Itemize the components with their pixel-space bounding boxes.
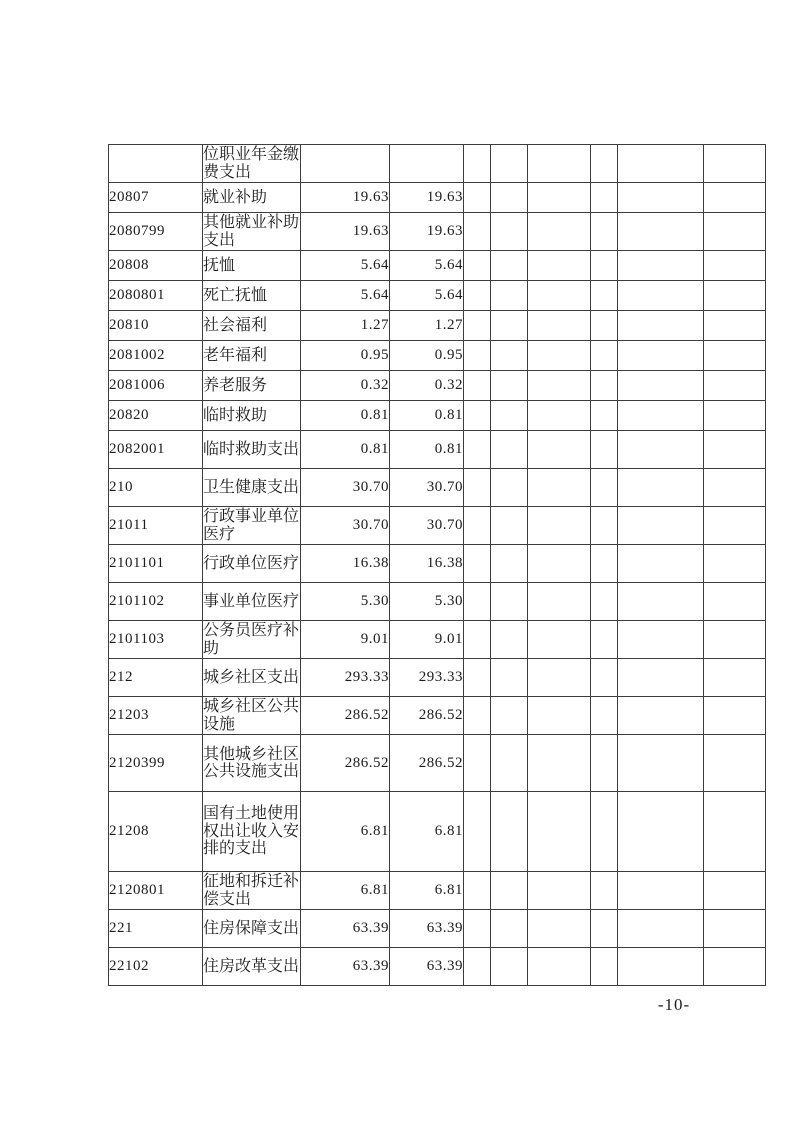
- empty-cell: [528, 431, 591, 469]
- amount2-cell: 293.33: [390, 659, 464, 697]
- empty-cell: [464, 469, 491, 507]
- empty-cell: [528, 341, 591, 371]
- empty-cell: [591, 872, 618, 910]
- table-row: [109, 183, 766, 213]
- table-row: [109, 341, 766, 371]
- name-cell: 养老服务: [203, 371, 301, 401]
- amount1-cell: 1.27: [301, 311, 390, 341]
- empty-cell: [464, 213, 491, 251]
- name-cell: 卫生健康支出: [203, 469, 301, 507]
- name-cell: 事业单位医疗: [203, 583, 301, 621]
- empty-cell: [491, 659, 528, 697]
- empty-cell: [464, 281, 491, 311]
- amount2-cell: 30.70: [390, 469, 464, 507]
- name-cell: 国有土地使用权出让收入安排的支出: [203, 792, 301, 872]
- code-cell: 20807: [109, 183, 203, 213]
- empty-cell: [491, 872, 528, 910]
- amount1-cell: 63.39: [301, 948, 390, 986]
- table-row: [109, 145, 766, 183]
- amount1-cell: 5.30: [301, 583, 390, 621]
- empty-cell: [618, 371, 704, 401]
- empty-cell: [618, 401, 704, 431]
- code-cell: 21208: [109, 792, 203, 872]
- name-cell: 抚恤: [203, 251, 301, 281]
- empty-cell: [591, 621, 618, 659]
- amount2-cell: 16.38: [390, 545, 464, 583]
- empty-cell: [618, 545, 704, 583]
- empty-cell: [618, 251, 704, 281]
- empty-cell: [528, 401, 591, 431]
- empty-cell: [528, 659, 591, 697]
- empty-cell: [464, 621, 491, 659]
- amount1-cell: 6.81: [301, 792, 390, 872]
- table-row: [109, 213, 766, 251]
- table-row: [109, 621, 766, 659]
- table-row: [109, 281, 766, 311]
- empty-cell: [464, 371, 491, 401]
- empty-cell: [591, 697, 618, 735]
- code-cell: 212: [109, 659, 203, 697]
- empty-cell: [464, 341, 491, 371]
- amount2-cell: 19.63: [390, 213, 464, 251]
- amount1-cell: 286.52: [301, 697, 390, 735]
- empty-cell: [464, 145, 491, 183]
- empty-cell: [591, 213, 618, 251]
- empty-cell: [491, 948, 528, 986]
- amount1-cell: 19.63: [301, 183, 390, 213]
- empty-cell: [464, 507, 491, 545]
- amount2-cell: 63.39: [390, 948, 464, 986]
- empty-cell: [591, 183, 618, 213]
- empty-cell: [591, 735, 618, 792]
- empty-cell: [464, 697, 491, 735]
- budget-table-body: [109, 145, 766, 986]
- empty-cell: [528, 735, 591, 792]
- table-row: [109, 431, 766, 469]
- amount2-cell: 1.27: [390, 311, 464, 341]
- name-cell: 临时救助支出: [203, 431, 301, 469]
- empty-cell: [491, 341, 528, 371]
- name-cell: 临时救助: [203, 401, 301, 431]
- empty-cell: [528, 697, 591, 735]
- empty-cell: [528, 145, 591, 183]
- code-cell: 22102: [109, 948, 203, 986]
- empty-cell: [491, 251, 528, 281]
- empty-cell: [618, 311, 704, 341]
- empty-cell: [704, 948, 766, 986]
- name-cell: 行政事业单位医疗: [203, 508, 300, 543]
- code-cell: 2120801: [109, 872, 203, 910]
- code-cell: 2101102: [109, 583, 203, 621]
- table-row: [109, 792, 766, 872]
- empty-cell: [528, 251, 591, 281]
- name-cell: 城乡社区支出: [203, 659, 301, 697]
- empty-cell: [704, 281, 766, 311]
- table-row: [109, 371, 766, 401]
- empty-cell: [704, 251, 766, 281]
- amount2-cell: [390, 145, 464, 183]
- amount2-cell: 5.64: [390, 251, 464, 281]
- code-cell: 21011: [109, 507, 203, 545]
- amount1-cell: 5.64: [301, 281, 390, 311]
- code-cell: 210: [109, 469, 203, 507]
- empty-cell: [591, 401, 618, 431]
- empty-cell: [704, 697, 766, 735]
- amount1-cell: 293.33: [301, 659, 390, 697]
- name-cell: 其他城乡社区公共设施支出: [203, 735, 301, 792]
- empty-cell: [618, 792, 704, 872]
- empty-cell: [464, 251, 491, 281]
- empty-cell: [704, 659, 766, 697]
- name-cell: 老年福利: [203, 341, 301, 371]
- empty-cell: [591, 145, 618, 183]
- amount1-cell: 0.32: [301, 371, 390, 401]
- code-cell: 2081002: [109, 341, 203, 371]
- amount2-cell: 0.81: [390, 401, 464, 431]
- empty-cell: [464, 545, 491, 583]
- amount1-cell: 30.70: [301, 469, 390, 507]
- amount1-cell: 5.64: [301, 251, 390, 281]
- code-cell: [109, 145, 203, 183]
- empty-cell: [528, 792, 591, 872]
- code-cell: 2081006: [109, 371, 203, 401]
- code-cell: 2080801: [109, 281, 203, 311]
- empty-cell: [528, 469, 591, 507]
- empty-cell: [618, 872, 704, 910]
- empty-cell: [491, 213, 528, 251]
- empty-cell: [704, 311, 766, 341]
- table-row: [109, 659, 766, 697]
- empty-cell: [491, 735, 528, 792]
- empty-cell: [591, 469, 618, 507]
- empty-cell: [528, 507, 591, 545]
- empty-cell: [591, 948, 618, 986]
- empty-cell: [464, 792, 491, 872]
- amount2-cell: 63.39: [390, 910, 464, 948]
- empty-cell: [704, 213, 766, 251]
- empty-cell: [464, 183, 491, 213]
- amount1-cell: 6.81: [301, 872, 390, 910]
- table-row: [109, 311, 766, 341]
- empty-cell: [704, 507, 766, 545]
- empty-cell: [491, 431, 528, 469]
- empty-cell: [528, 183, 591, 213]
- empty-cell: [618, 145, 704, 183]
- empty-cell: [464, 311, 491, 341]
- empty-cell: [528, 213, 591, 251]
- empty-cell: [618, 735, 704, 792]
- table-row: [109, 545, 766, 583]
- code-cell: 21203: [109, 697, 203, 735]
- table-row: [109, 401, 766, 431]
- amount2-cell: 5.64: [390, 281, 464, 311]
- empty-cell: [618, 621, 704, 659]
- name-cell: 死亡抚恤: [203, 281, 301, 311]
- amount2-cell: 286.52: [390, 735, 464, 792]
- amount1-cell: 63.39: [301, 910, 390, 948]
- amount2-cell: 0.81: [390, 431, 464, 469]
- empty-cell: [591, 311, 618, 341]
- name-cell: 行政单位医疗: [203, 545, 301, 583]
- empty-cell: [464, 948, 491, 986]
- empty-cell: [591, 251, 618, 281]
- empty-cell: [591, 371, 618, 401]
- empty-cell: [464, 431, 491, 469]
- empty-cell: [591, 792, 618, 872]
- code-cell: 2101103: [109, 621, 203, 659]
- empty-cell: [491, 507, 528, 545]
- table-row: [109, 872, 766, 910]
- table-row: [109, 735, 766, 792]
- empty-cell: [528, 621, 591, 659]
- empty-cell: [704, 792, 766, 872]
- table-row: [109, 948, 766, 986]
- code-cell: 2080799: [109, 213, 203, 251]
- empty-cell: [704, 431, 766, 469]
- name-cell: 其他就业补助支出: [203, 214, 300, 249]
- empty-cell: [491, 145, 528, 183]
- page-number: -10-: [657, 995, 691, 1014]
- empty-cell: [464, 910, 491, 948]
- empty-cell: [491, 183, 528, 213]
- code-cell: 20820: [109, 401, 203, 431]
- name-cell: 社会福利: [203, 311, 301, 341]
- amount2-cell: 6.81: [390, 792, 464, 872]
- empty-cell: [618, 281, 704, 311]
- empty-cell: [618, 469, 704, 507]
- empty-cell: [491, 621, 528, 659]
- empty-cell: [491, 545, 528, 583]
- empty-cell: [528, 545, 591, 583]
- name-cell: 公务员医疗补助: [203, 622, 300, 657]
- empty-cell: [528, 948, 591, 986]
- amount2-cell: 286.52: [390, 697, 464, 735]
- amount1-cell: 0.95: [301, 341, 390, 371]
- empty-cell: [591, 583, 618, 621]
- empty-cell: [704, 545, 766, 583]
- amount1-cell: 286.52: [301, 735, 390, 792]
- empty-cell: [591, 281, 618, 311]
- empty-cell: [704, 145, 766, 183]
- empty-cell: [528, 311, 591, 341]
- empty-cell: [491, 583, 528, 621]
- empty-cell: [704, 872, 766, 910]
- name-cell: 住房改革支出: [203, 948, 301, 986]
- empty-cell: [491, 469, 528, 507]
- empty-cell: [464, 401, 491, 431]
- empty-cell: [591, 431, 618, 469]
- code-cell: 2101101: [109, 545, 203, 583]
- empty-cell: [491, 910, 528, 948]
- amount1-cell: 19.63: [301, 213, 390, 251]
- empty-cell: [464, 735, 491, 792]
- empty-cell: [704, 371, 766, 401]
- empty-cell: [618, 183, 704, 213]
- table-row: [109, 469, 766, 507]
- amount2-cell: 5.30: [390, 583, 464, 621]
- amount2-cell: 9.01: [390, 621, 464, 659]
- empty-cell: [618, 583, 704, 621]
- empty-cell: [704, 401, 766, 431]
- empty-cell: [618, 213, 704, 251]
- empty-cell: [618, 910, 704, 948]
- amount1-cell: 0.81: [301, 431, 390, 469]
- amount1-cell: 9.01: [301, 621, 390, 659]
- amount2-cell: 6.81: [390, 872, 464, 910]
- empty-cell: [618, 948, 704, 986]
- empty-cell: [491, 792, 528, 872]
- name-cell: 城乡社区公共设施: [203, 698, 300, 733]
- budget-table: [108, 144, 766, 986]
- empty-cell: [591, 545, 618, 583]
- table-row: [109, 583, 766, 621]
- empty-cell: [704, 469, 766, 507]
- amount2-cell: 0.95: [390, 341, 464, 371]
- empty-cell: [618, 507, 704, 545]
- name-cell: 位职业年金缴费支出: [203, 146, 300, 181]
- code-cell: 20810: [109, 311, 203, 341]
- empty-cell: [704, 621, 766, 659]
- empty-cell: [528, 371, 591, 401]
- empty-cell: [591, 910, 618, 948]
- empty-cell: [704, 735, 766, 792]
- table-row: [109, 251, 766, 281]
- amount1-cell: 0.81: [301, 401, 390, 431]
- amount1-cell: 16.38: [301, 545, 390, 583]
- name-cell: 征地和拆迁补偿支出: [203, 873, 300, 908]
- empty-cell: [618, 431, 704, 469]
- empty-cell: [618, 341, 704, 371]
- empty-cell: [618, 659, 704, 697]
- amount1-cell: 30.70: [301, 507, 390, 545]
- code-cell: 20808: [109, 251, 203, 281]
- empty-cell: [528, 583, 591, 621]
- table-row: [109, 507, 766, 545]
- empty-cell: [491, 311, 528, 341]
- amount1-cell: [301, 145, 390, 183]
- code-cell: 2082001: [109, 431, 203, 469]
- code-cell: 2120399: [109, 735, 203, 792]
- empty-cell: [464, 659, 491, 697]
- empty-cell: [491, 281, 528, 311]
- empty-cell: [491, 697, 528, 735]
- empty-cell: [591, 659, 618, 697]
- empty-cell: [704, 910, 766, 948]
- empty-cell: [704, 583, 766, 621]
- empty-cell: [618, 697, 704, 735]
- empty-cell: [464, 583, 491, 621]
- amount2-cell: 19.63: [390, 183, 464, 213]
- amount2-cell: 30.70: [390, 507, 464, 545]
- empty-cell: [528, 910, 591, 948]
- code-cell: 221: [109, 910, 203, 948]
- empty-cell: [704, 341, 766, 371]
- empty-cell: [528, 872, 591, 910]
- amount2-cell: 0.32: [390, 371, 464, 401]
- name-cell: 住房保障支出: [203, 910, 301, 948]
- name-cell: 就业补助: [203, 183, 301, 213]
- empty-cell: [491, 401, 528, 431]
- empty-cell: [704, 183, 766, 213]
- empty-cell: [591, 341, 618, 371]
- empty-cell: [528, 281, 591, 311]
- empty-cell: [491, 371, 528, 401]
- empty-cell: [464, 872, 491, 910]
- empty-cell: [591, 507, 618, 545]
- table-row: [109, 910, 766, 948]
- table-row: [109, 697, 766, 735]
